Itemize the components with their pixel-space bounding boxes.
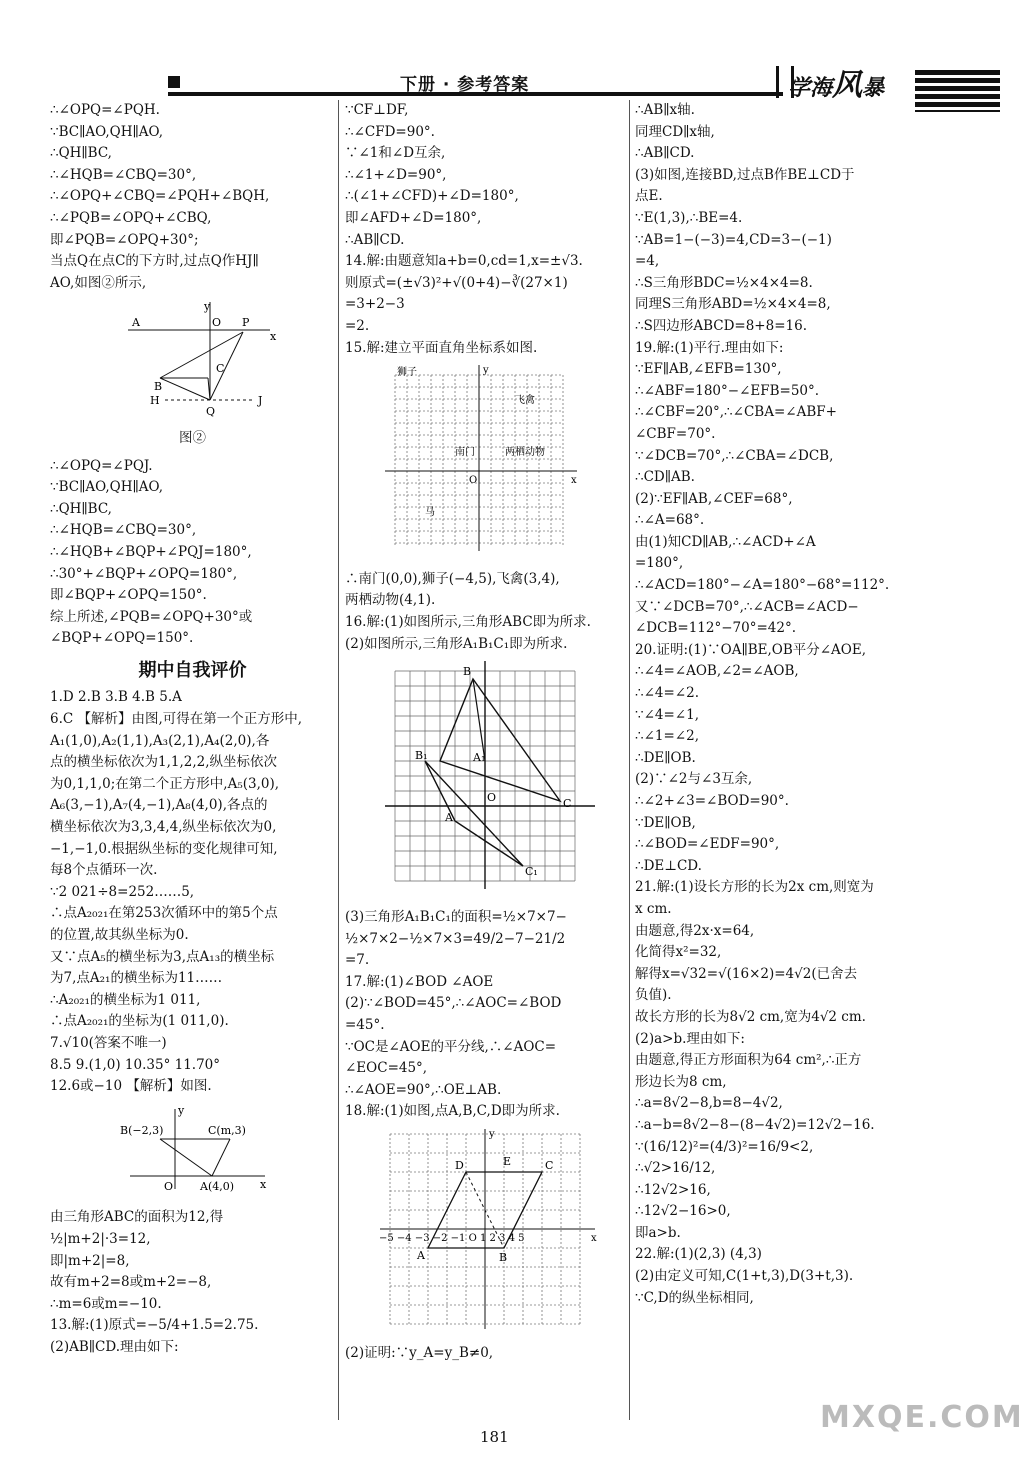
text-line: ∠CBF=70°. <box>635 425 716 442</box>
text-line: ∵E(1,3),∴BE=4. <box>635 209 743 226</box>
answer-block <box>345 100 625 359</box>
text-line: ∠DCB=112°−70°=42°. <box>635 620 796 637</box>
text-line: ∵∠DCB=70°,∴∠CBA=∠DCB, <box>635 447 834 464</box>
answer-block <box>50 687 335 1097</box>
figure-q16 <box>345 661 625 901</box>
text-line: ∴AB∥CD. <box>635 145 695 162</box>
watermark-logo: MXQE.COM <box>820 1400 1024 1435</box>
text-line: 17.解:(1)∠BOD ∠AOE <box>345 973 494 990</box>
text-line: ∴∠ACD=180°−∠A=180°−68°=112°. <box>635 577 890 594</box>
text-line: (2)AB∥CD.理由如下: <box>50 1338 179 1355</box>
text-line: ∴S三角形BDC=½×4×4=8. <box>635 274 813 291</box>
text-line: ∴QH∥BC, <box>50 145 112 162</box>
answer-block <box>50 456 335 650</box>
column-divider <box>338 100 339 1420</box>
text-line: ∵(16/12)²=(4/3)²=16/9<2, <box>635 1138 814 1155</box>
text-line: ∴DE∥OB. <box>635 749 696 766</box>
text-line: 当点Q在点C的下方时,过点Q作HJ∥ <box>50 253 259 270</box>
text-line: =2. <box>345 317 370 334</box>
text-line: 点的横坐标依次为1,1,2,2,纵坐标依次 <box>50 754 278 771</box>
text-line: 每8个点循环一次. <box>50 862 158 879</box>
fig15-label: y <box>483 365 489 377</box>
text-line: 即∠PQB=∠OPQ+30°; <box>50 231 199 248</box>
text-line: 负值). <box>635 987 672 1004</box>
text-line: ∴∠OPQ=∠PQH. <box>50 102 160 118</box>
text-line: 两栖动物(4,1). <box>345 592 436 609</box>
text-line: ∴S四边形ABCD=8+8=16. <box>635 317 807 334</box>
fig12-label: A(4,0) <box>200 1179 235 1193</box>
fig2-label: C <box>216 362 225 376</box>
text-line: =4, <box>635 253 660 270</box>
fig18-label: E <box>503 1155 512 1169</box>
text-line: ½|m+2|·3=12, <box>50 1230 151 1247</box>
text-line: 12.6或−10 【解析】如图. <box>50 1078 212 1095</box>
answer-block <box>345 569 625 655</box>
text-line: 为7,点A₂₁的横坐标为11…… <box>50 970 223 987</box>
text-line: 解得x=√32=√(16×2)=4√2(已舍去 <box>635 965 858 982</box>
text-line: ∠EOC=45°, <box>345 1060 428 1077</box>
text-line: 即a>b. <box>635 1224 681 1241</box>
fig2-label: H <box>150 394 160 408</box>
text-line: ∴南门(0,0),狮子(−4,5),飞禽(3,4), <box>345 570 560 587</box>
answer-block <box>345 1343 625 1365</box>
text-line: 即|m+2|=8, <box>50 1252 130 1269</box>
fig16-label: A <box>445 811 453 825</box>
text-line: ∴AB∥CD. <box>345 231 405 248</box>
text-line: ∴点A₂₀₂₁在第253次循环中的第5个点 <box>50 905 278 922</box>
text-line: ∴DE⊥CD. <box>635 857 702 874</box>
text-line: 由三角形ABC的面积为12,得 <box>50 1209 224 1226</box>
fig2-label: O <box>212 316 222 330</box>
fig2-label: y <box>204 300 211 314</box>
column-left <box>50 100 335 1359</box>
text-line: 1.D 2.B 3.B 4.B 5.A <box>50 689 182 706</box>
text-line: ∴12√2>16, <box>635 1181 711 1198</box>
fig18-label: A <box>417 1249 425 1263</box>
fig2-label: A <box>132 316 140 330</box>
text-line: ∵2 021÷8=252……5, <box>50 883 195 900</box>
text-line: ∴∠1=∠2, <box>635 728 699 745</box>
fig15-label: 南门 <box>455 447 475 459</box>
text-line: 故长方形的长为8√2 cm,宽为4√2 cm. <box>635 1008 866 1025</box>
text-line: ∠BQP+∠OPQ=150°. <box>50 630 194 647</box>
text-line: ∴∠1+∠D=90°, <box>345 166 447 183</box>
text-line: 即∠BQP+∠OPQ=150°. <box>50 587 207 604</box>
text-line: ∴∠2+∠3=∠BOD=90°. <box>635 793 789 809</box>
fig16-label: C₁ <box>525 865 538 879</box>
header-title: 下册 · 参考答案 <box>400 75 530 95</box>
text-line: 6.C 【解析】由图,可得在第一个正方形中, <box>50 711 303 728</box>
text-line: =180°, <box>635 555 684 572</box>
text-line: ∴a−b=8√2−8−(8−4√2)=12√2−16. <box>635 1116 875 1133</box>
text-line: 横坐标依次为3,3,4,4,纵坐标依次为0, <box>50 819 277 836</box>
text-line: 形边长为8 cm, <box>635 1073 727 1090</box>
text-line: =3+2−3 <box>345 296 405 313</box>
text-line: ∴QH∥BC, <box>50 500 112 517</box>
fig16-label: B₁ <box>415 749 428 763</box>
text-line: ∴12√2−16>0, <box>635 1203 731 1220</box>
fig16-label: O <box>487 791 497 805</box>
text-line: ∴∠BOD=∠EDF=90°, <box>635 836 780 853</box>
text-line: 点E. <box>635 188 663 205</box>
fig16-label: A₁ <box>473 751 486 765</box>
text-line: 13.解:(1)原式=−5/4+1.5=2.75. <box>50 1317 259 1334</box>
fig18-label: y <box>489 1129 495 1141</box>
text-line: ∴m=6或m=−10. <box>50 1295 162 1312</box>
figure-caption: 图② <box>179 429 206 446</box>
fig2-label: x <box>270 330 277 344</box>
text-line: 化简得x²=32, <box>635 944 722 961</box>
text-line: 14.解:由题意知a+b=0,cd=1,x=±√3. <box>345 253 583 270</box>
text-line: 又∵点A₅的横坐标为3,点A₁₃的横坐标 <box>50 948 275 965</box>
fig15-label: 两栖动物 <box>505 447 545 459</box>
text-line: (2)∵∠BOD=45°,∴∠AOC=∠BOD <box>345 995 562 1012</box>
text-line: 8.5 9.(1,0) 10.35° 11.70° <box>50 1056 221 1073</box>
text-line: 20.证明:(1)∵OA∥BE,OB平分∠AOE, <box>635 641 867 658</box>
brand-logo: 学海风暴 <box>788 68 885 103</box>
text-line: ∴∠OPQ=∠PQJ. <box>50 457 153 474</box>
answer-block <box>50 100 335 294</box>
text-line: 7.√10(答案不唯一) <box>50 1034 167 1051</box>
text-line: −1,−1,0.根据纵坐标的变化规律可知, <box>50 840 278 857</box>
text-line: ∵∠1和∠D互余, <box>345 145 446 162</box>
text-line: ∵AB=1−(−3)=4,CD=3−(−1) <box>635 231 832 248</box>
text-line: (3)如图,连接BD,过点B作BE⊥CD于 <box>635 166 855 183</box>
text-line: 故有m+2=8或m+2=−8, <box>50 1274 212 1291</box>
text-line: ∵C,D的纵坐标相同, <box>635 1289 754 1306</box>
fig18-label: B <box>499 1251 508 1265</box>
fig2-label: Q <box>206 405 216 419</box>
text-line: ∵BC∥AO,QH∥AO, <box>50 479 164 496</box>
text-line: ∵BC∥AO,QH∥AO, <box>50 123 164 140</box>
text-line: 由(1)知CD∥AB,∴∠ACD+∠A <box>635 533 816 550</box>
text-line: ∴AB∥x轴. <box>635 102 695 118</box>
text-line: 由题意,得正方形面积为64 cm²,∴正方 <box>635 1052 862 1069</box>
text-line: 由题意,得2x·x=64, <box>635 922 755 939</box>
text-line: ∴(∠1+∠CFD)+∠D=180°, <box>345 188 519 205</box>
text-line: 19.解:(1)平行.理由如下: <box>635 339 784 356</box>
fig12-label: B(−2,3) <box>120 1123 164 1137</box>
text-line: (3)三角形A₁B₁C₁的面积=½×7×7− <box>345 909 567 926</box>
fig15-label: O <box>469 475 478 487</box>
header-square-mark <box>168 76 180 88</box>
text-line: 为0,1,1,0;在第二个正方形中,A₅(3,0), <box>50 775 280 792</box>
text-line: ∴√2>16/12, <box>635 1160 716 1177</box>
fig18-label: x <box>591 1233 597 1245</box>
fig18-xticks: −5 −4 −3 −2 −1 O 1 2 3 4 5 <box>379 1233 525 1245</box>
page-number: 181 <box>480 1428 509 1446</box>
text-line: ∴∠OPQ+∠CBQ=∠PQH+∠BQH, <box>50 188 270 205</box>
text-line: (2)证明:∵y_A=y_B≠0, <box>345 1344 494 1361</box>
column-divider <box>629 100 630 1420</box>
text-line: 18.解:(1)如图,点A,B,C,D即为所求. <box>345 1103 560 1120</box>
text-line: A₆(3,−1),A₇(4,−1),A₈(4,0),各点的 <box>50 797 268 814</box>
text-line: ∴∠AOE=90°,∴OE⊥AB. <box>345 1081 502 1098</box>
text-line: ∴∠A=68°. <box>635 512 705 529</box>
text-line: (2)∵EF∥AB,∠CEF=68°, <box>635 490 793 507</box>
text-line: 15.解:建立平面直角坐标系如图. <box>345 339 538 356</box>
text-line: A₁(1,0),A₂(1,1),A₃(2,1),A₄(2,0),各 <box>50 732 270 749</box>
fig15-label: 狮子 <box>397 367 417 379</box>
text-line: ∵OC是∠AOE的平分线,∴∠AOC= <box>345 1038 557 1055</box>
figure-q12 <box>50 1104 335 1202</box>
text-line: ∴∠PQB=∠OPQ+∠CBQ, <box>50 209 212 226</box>
answer-block <box>50 1207 335 1358</box>
fig12-label: x <box>260 1177 267 1191</box>
text-line: 又∵∠DCB=70°,∴∠ACB=∠ACD− <box>635 598 859 615</box>
text-line: x cm. <box>635 900 672 917</box>
fig16-label: C <box>563 797 572 811</box>
text-line: ∴∠HQB=∠CBQ=30°, <box>50 522 197 539</box>
answer-block <box>345 907 625 1123</box>
text-line: (2)如图所示,三角形A₁B₁C₁即为所求. <box>345 635 568 652</box>
fig16-label: B <box>463 665 472 679</box>
fig15-label: 马 <box>425 507 435 519</box>
fig18-label: D <box>455 1159 464 1173</box>
figure-2 <box>50 300 335 449</box>
text-line: 的位置,故其纵坐标为0. <box>50 927 189 943</box>
section-title: 期中自我评价 <box>138 659 247 681</box>
fig12-label: C(m,3) <box>208 1123 246 1137</box>
text-line: ∴∠4=∠AOB,∠2=∠AOB, <box>635 663 799 680</box>
text-line: ∵CF⊥DF, <box>345 102 409 118</box>
text-line: (2)∵∠2与∠3互余, <box>635 771 753 788</box>
text-line: 同理S三角形ABD=½×4×4=8, <box>635 296 831 313</box>
text-line: 则原式=(±√3)²+√(0+4)−∛(27×1) <box>345 274 568 291</box>
text-line: (2)由定义可知,C(1+t,3),D(3+t,3). <box>635 1268 854 1285</box>
text-line: ∵∠4=∠1, <box>635 706 699 723</box>
text-line: ∵EF∥AB,∠EFB=130°, <box>635 361 782 378</box>
text-line: =7. <box>345 952 370 969</box>
fig15-label: x <box>571 475 577 487</box>
text-line: ∴a=8√2−8,b=8−4√2, <box>635 1095 783 1112</box>
fig2-label: J <box>258 394 263 408</box>
column-middle <box>345 100 625 1364</box>
text-line: ∴点A₂₀₂₁的坐标为(1 011,0). <box>50 1013 229 1030</box>
text-line: ∴∠HQB+∠BQP+∠PQJ=180°, <box>50 543 252 560</box>
text-line: ∴30°+∠BQP+∠OPQ=180°, <box>50 565 238 582</box>
text-line: ∴A₂₀₂₁的横坐标为1 011, <box>50 991 201 1008</box>
answer-block <box>635 100 935 1309</box>
text-line: ∵DE∥OB, <box>635 814 696 831</box>
text-line: ∴∠CBF=20°,∴∠CBA=∠ABF+ <box>635 404 837 421</box>
page-header <box>0 0 1000 110</box>
text-line: ½×7×2−½×7×3=49/2−7−21/2 <box>345 930 566 947</box>
fig2-label: B <box>154 380 163 394</box>
text-line: 16.解:(1)如图所示,三角形ABC即为所求. <box>345 613 591 630</box>
text-line: 综上所述,∠PQB=∠OPQ+30°或 <box>50 608 253 625</box>
figure-q18 <box>345 1129 625 1337</box>
text-line: AO,如图②所示, <box>50 274 147 291</box>
fig2-label: P <box>242 316 250 330</box>
text-line: ∴CD∥AB. <box>635 469 695 486</box>
text-line: 22.解:(1)(2,3) (4,3) <box>635 1246 762 1263</box>
fig18-label: C <box>545 1159 554 1173</box>
text-line: (2)a>b.理由如下: <box>635 1030 745 1047</box>
text-line: =45°. <box>345 1017 385 1034</box>
text-line: ∴∠CFD=90°. <box>345 123 435 140</box>
text-line: ∴∠4=∠2. <box>635 685 699 702</box>
text-line: 即∠AFD+∠D=180°, <box>345 209 482 226</box>
text-line: ∴∠ABF=180°−∠EFB=50°. <box>635 382 820 399</box>
text-line: ∴∠HQB=∠CBQ=30°, <box>50 166 197 183</box>
text-line: 21.解:(1)设长方形的长为2x cm,则宽为 <box>635 879 874 896</box>
column-right <box>635 100 935 1309</box>
fig12-label: O <box>164 1179 174 1193</box>
fig15-label: 飞禽 <box>515 395 535 407</box>
text-line: 同理CD∥x轴, <box>635 123 715 140</box>
fig12-label: y <box>178 1103 185 1117</box>
figure-q15 <box>345 365 625 563</box>
